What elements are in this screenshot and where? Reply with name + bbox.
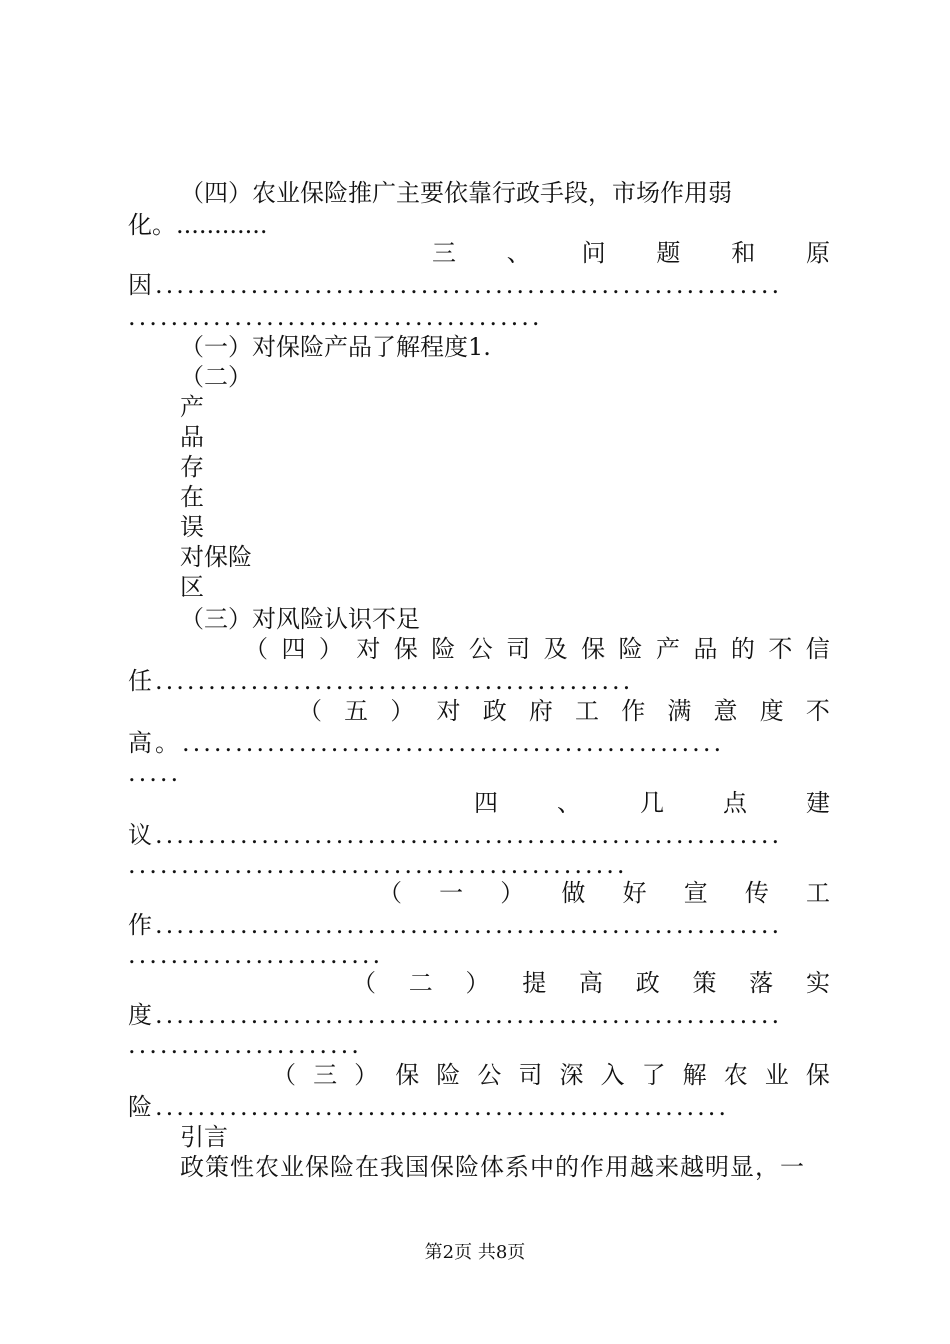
char: 产: [655, 635, 680, 663]
char: 农: [723, 1061, 748, 1089]
toc-section-4-dots: ...............................................: [128, 851, 628, 879]
char: 工: [805, 879, 830, 907]
char: 题: [656, 239, 681, 267]
char: 几: [640, 789, 664, 817]
char: 险: [618, 635, 643, 663]
char: ）: [390, 697, 415, 725]
char: 四: [281, 635, 306, 663]
char: 原: [805, 239, 830, 267]
toc-item-2-char: 对保险: [180, 543, 252, 571]
char: 业: [764, 1061, 789, 1089]
toc-item-5-line1: [298, 696, 830, 726]
toc-section-3-dots: .......................................: [128, 303, 543, 331]
toc-section-3-heading: [432, 238, 830, 268]
toc-item-5-dots: .....: [128, 759, 182, 787]
char: 对: [356, 635, 381, 663]
char: 问: [581, 239, 606, 267]
toc-item-4b-line1: [244, 634, 830, 664]
char: 不: [805, 697, 830, 725]
char: 点: [723, 789, 747, 817]
char: 品: [693, 635, 718, 663]
char: 、: [557, 789, 581, 817]
char: （: [272, 1061, 296, 1089]
char: 公: [468, 635, 493, 663]
toc-sub-3-cont: 险......................................................: [128, 1093, 729, 1121]
char: ）: [465, 969, 490, 997]
toc-sub-2-line1: [352, 968, 830, 998]
toc-item-5-cont: 高。...................................................: [128, 729, 725, 757]
char: 五: [344, 697, 369, 725]
char: 保: [395, 1061, 420, 1089]
char: 策: [692, 969, 717, 997]
char: 满: [667, 697, 692, 725]
char: 司: [506, 635, 531, 663]
intro-paragraph: 政策性农业保险在我国保险体系中的作用越来越明显，一: [180, 1153, 805, 1181]
char: 不: [768, 635, 793, 663]
toc-item-2-char: 在: [180, 483, 204, 511]
char: （: [298, 697, 322, 725]
toc-sub-1-dots: ........................: [128, 941, 384, 969]
toc-sub-2-cont: 度...........................................................: [128, 1001, 783, 1029]
char: 对: [436, 697, 461, 725]
toc-item-4a-line1: （四）农业保险推广主要依靠行政手段，市场作用弱: [180, 179, 732, 207]
char: 宣: [683, 879, 708, 907]
char: 一: [439, 879, 464, 907]
char: 三: [432, 239, 456, 267]
toc-sub-1-line1: [378, 878, 830, 908]
char: 政: [635, 969, 660, 997]
toc-sub-2-dots: ......................: [128, 1031, 362, 1059]
toc-section-3-cont: 因...........................................................: [128, 271, 783, 299]
char: 做: [561, 879, 586, 907]
char: 二: [408, 969, 433, 997]
toc-item-2-char: 误: [180, 513, 204, 541]
toc-item-4b-cont: 任.............................................: [128, 667, 634, 695]
char: 工: [575, 697, 600, 725]
char: 保: [805, 1061, 830, 1089]
char: （: [378, 879, 402, 907]
char: 司: [518, 1061, 543, 1089]
char: 提: [522, 969, 547, 997]
char: 公: [477, 1061, 502, 1089]
char: ）: [500, 879, 525, 907]
char: 和: [731, 239, 756, 267]
char: 了: [641, 1061, 666, 1089]
char: （: [244, 635, 268, 663]
intro-heading: 引言: [180, 1123, 228, 1151]
char: 三: [313, 1061, 338, 1089]
char: 、: [506, 239, 531, 267]
toc-section-4-heading: [474, 788, 830, 818]
toc-sub-1-cont: 作...........................................................: [128, 911, 783, 939]
char: 作: [621, 697, 646, 725]
char: 四: [474, 789, 498, 817]
char: 好: [622, 879, 647, 907]
char: ）: [318, 635, 343, 663]
char: 度: [759, 697, 784, 725]
page-number-footer: 第2页 共8页: [424, 1242, 526, 1263]
char: 实: [806, 969, 830, 997]
char: ）: [354, 1061, 379, 1089]
toc-section-4-cont: 议...........................................................: [128, 821, 783, 849]
char: 及: [543, 635, 568, 663]
char: 保: [581, 635, 606, 663]
toc-sub-3-line1: [272, 1060, 830, 1090]
char: 保: [393, 635, 418, 663]
char: 意: [713, 697, 738, 725]
toc-item-1: （一）对保险产品了解程度1.: [180, 333, 491, 361]
char: 解: [682, 1061, 707, 1089]
toc-item-2-char: 区: [180, 573, 204, 601]
toc-item-2-char: 存: [180, 453, 204, 481]
char: 的: [730, 635, 755, 663]
char: 险: [431, 635, 456, 663]
toc-item-3: （三）对风险认识不足: [180, 605, 420, 633]
char: 落: [749, 969, 774, 997]
toc-item-4a-line2: 化。............: [128, 211, 268, 239]
toc-item-2-head: （二）: [180, 363, 252, 391]
char: 信: [805, 635, 830, 663]
char: 险: [436, 1061, 461, 1089]
char: 入: [600, 1061, 625, 1089]
toc-item-2-char: 产: [180, 393, 204, 421]
char: （: [352, 969, 376, 997]
toc-item-2-char: 品: [180, 423, 204, 451]
char: 传: [744, 879, 769, 907]
char: 建: [806, 789, 830, 817]
char: 高: [579, 969, 603, 997]
char: 深: [559, 1061, 584, 1089]
char: 政: [482, 697, 507, 725]
char: 府: [528, 697, 553, 725]
